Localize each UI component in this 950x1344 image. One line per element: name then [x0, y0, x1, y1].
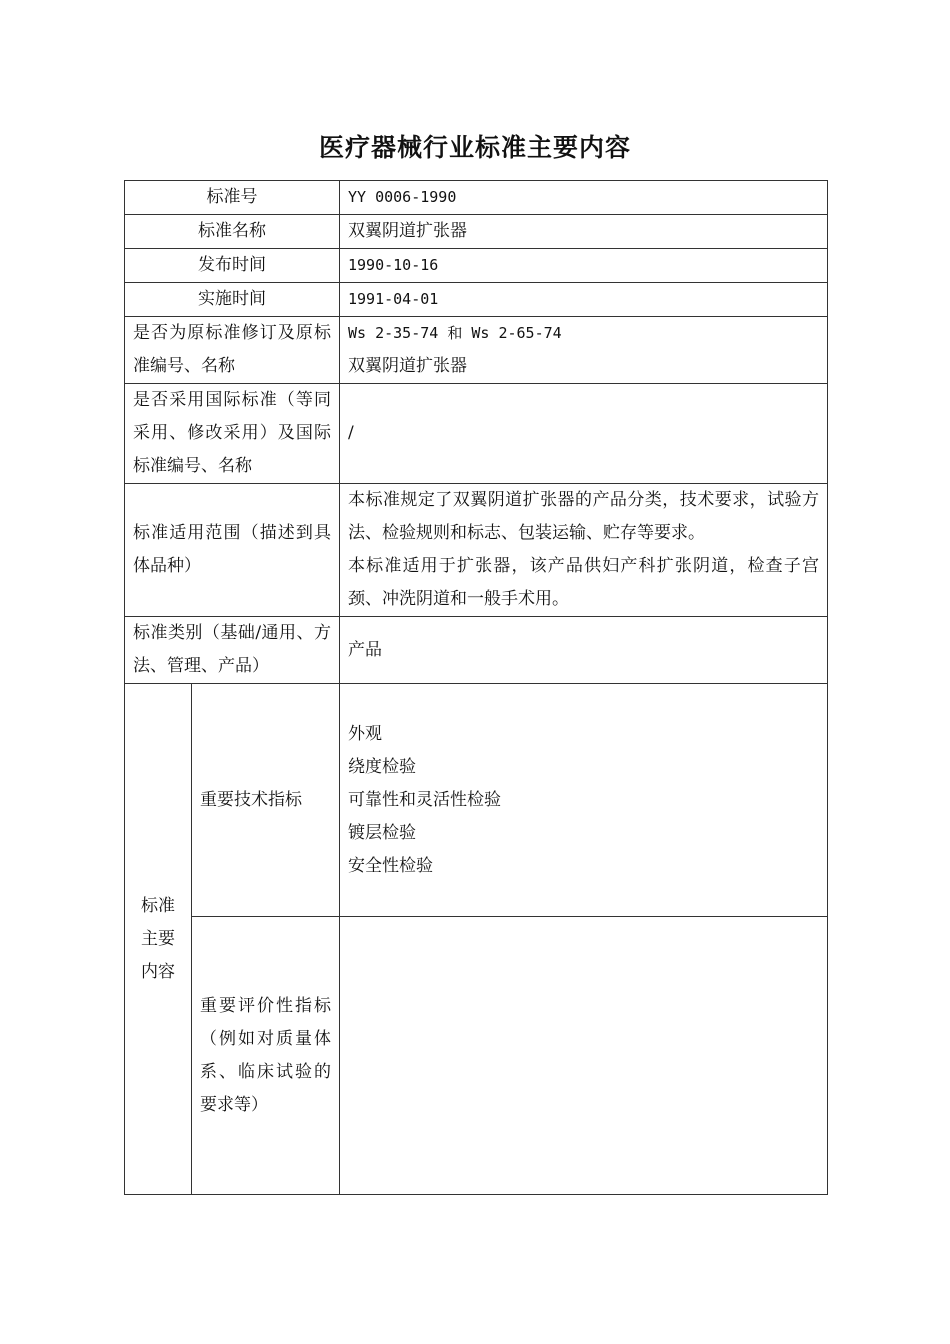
revision-line: Ws 2-35-74 和 Ws 2-65-74 [348, 324, 562, 342]
label-category: 标准类别（基础/通用、方法、管理、产品） [125, 617, 340, 684]
value-tech-indicators [340, 684, 828, 917]
tech-item: 镀层检验 [348, 822, 416, 843]
row-standard-name [125, 215, 828, 249]
row-scope [125, 484, 828, 617]
row-publish-date [125, 249, 828, 283]
tech-item: 外观 [348, 723, 382, 744]
tech-item: 绕度检验 [348, 756, 416, 777]
row-revision [125, 317, 828, 384]
label-publish-date: 发布时间 [125, 249, 340, 283]
scope-paragraph: 本标准适用于扩张器，该产品供妇产科扩张阴道，检查子宫颈、冲洗阴道和一般手术用。 [348, 556, 819, 609]
page-title: 医疗器械行业标准主要内容 [318, 133, 631, 162]
row-tech-indicators [125, 684, 828, 917]
label-international: 是否采用国际标准（等同采用、修改采用）及国际标准编号、名称 [125, 384, 340, 484]
value-international: / [340, 384, 828, 484]
scope-paragraph: 本标准规定了双翼阴道扩张器的产品分类，技术要求，试验方法、检验规则和标志、包装运输、贮存等要求。 [348, 490, 819, 543]
row-standard-number [125, 181, 828, 215]
row-category [125, 617, 828, 684]
label-revision: 是否为原标准修订及原标准编号、名称 [125, 317, 340, 384]
row-eval-indicators [125, 917, 828, 1195]
label-standard-number: 标准号 [125, 181, 340, 215]
label-tech-indicators: 重要技术指标 [192, 684, 340, 917]
value-implement-date: 1991-04-01 [340, 283, 828, 317]
row-implement-date [125, 283, 828, 317]
value-publish-date: 1990-10-16 [340, 249, 828, 283]
value-eval-indicators [340, 917, 828, 1195]
label-implement-date: 实施时间 [125, 283, 340, 317]
value-standard-number: YY 0006-1990 [340, 181, 828, 215]
row-international [125, 384, 828, 484]
label-standard-name: 标准名称 [125, 215, 340, 249]
tech-item: 可靠性和灵活性检验 [348, 789, 501, 810]
value-standard-name: 双翼阴道扩张器 [340, 215, 828, 249]
label-scope: 标准适用范围（描述到具体品种） [125, 484, 340, 617]
label-eval-indicators: 重要评价性指标（例如对质量体系、临床试验的要求等） [192, 917, 340, 1195]
value-category: 产品 [340, 617, 828, 684]
value-scope [340, 484, 828, 617]
value-revision [340, 317, 828, 384]
standard-table [124, 180, 828, 1195]
tech-item: 安全性检验 [348, 855, 433, 876]
revision-line: 双翼阴道扩张器 [348, 356, 467, 376]
label-main-content: 标准主要内容 [125, 684, 192, 1195]
